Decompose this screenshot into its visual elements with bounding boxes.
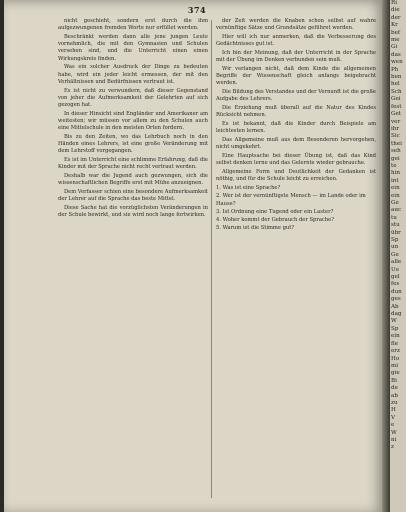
facing-page-fragment: ben — [391, 74, 402, 81]
facing-page-fragment: auc — [391, 207, 402, 214]
paragraph: Bis zu den Zeiten, wo das Lehrbuch noch in den Händen eines Lehrers, ist eine große Veränderung mit dem Lehrstoff vorgegangen. — [58, 134, 208, 155]
question-item: 5. Warum ist die Stimme gut? — [216, 225, 295, 232]
facing-page-fragment: ein — [391, 333, 400, 340]
facing-page-fragment: Sic — [391, 133, 400, 140]
paragraph: Deshalb war die Jugend auch gezwungen, sich die wissenschaftlichen Begriffe erst mit Mühe anzueignen. — [58, 173, 208, 187]
facing-page-fragment: ver — [391, 118, 401, 125]
book-gutter — [382, 0, 390, 512]
facing-page-fragment: dun — [391, 288, 402, 295]
paragraph: Ich bin der Meinung, daß der Unterricht in der Sprache mit der Übung im Denken verbunden sein muß. — [216, 50, 376, 64]
facing-page-fragment: Sch — [391, 88, 402, 95]
paragraph: Es ist im Unterricht eine schlimme Erfahrung, daß die Kinder mit der Sprache nicht recht vertraut werden. — [58, 157, 208, 171]
question-item: 1. Was ist eine Sprache? — [216, 185, 281, 192]
facing-page-fragment: Gi — [391, 44, 398, 51]
facing-page-fragment: Ab — [391, 303, 399, 310]
facing-page-fragment: fest — [391, 103, 402, 110]
paragraph: Wir verlangen nicht, daß dem Kinde die allgemeinen Begriffe der Wissenschaft gleich anfangs beigebracht werden. — [216, 66, 376, 87]
facing-page-fragment: der — [391, 14, 401, 21]
facing-page-fragment: die — [391, 7, 400, 14]
facing-page-fragment: Ue — [391, 266, 400, 273]
facing-page-fragment: hel — [391, 81, 400, 88]
facing-page-fragment: Ho — [391, 355, 400, 362]
facing-page-fragment: thei — [391, 140, 402, 147]
facing-page-fragment: te — [391, 162, 397, 169]
facing-page-fragment: z — [391, 444, 394, 451]
facing-page-fragment: zu — [391, 399, 398, 406]
left-text-column — [58, 18, 208, 502]
facing-page-fragment: H — [391, 407, 396, 414]
page-header — [12, 4, 382, 16]
facing-page-fragment: Ri — [391, 0, 398, 6]
facing-page-fragment: ni — [391, 436, 397, 443]
facing-page-edge — [390, 0, 406, 512]
facing-page-fragment: gei — [391, 155, 400, 162]
paragraph: Es ist bekannt, daß die Kinder durch Beispiele am leichtesten lernen. — [216, 121, 376, 135]
facing-page-fragment: Ph — [391, 66, 399, 73]
facing-page-fragment: V — [391, 414, 396, 421]
facing-page-fragment: fle — [391, 340, 399, 347]
paragraph: Eine Hauptsache bei dieser Übung ist, daß das Kind selbst denken lerne und das Gelernte wieder gebrauche. — [216, 153, 376, 167]
facing-page-fragment: stu — [391, 222, 400, 229]
question-item: 4. Woher kommt der Gebrauch der Sprache? — [216, 217, 335, 224]
facing-page-fragment: übr — [391, 229, 401, 236]
facing-page-fragment: wen — [391, 59, 403, 66]
facing-page-fragment: Get — [391, 111, 402, 118]
facing-page-fragment: ein — [391, 185, 400, 192]
facing-page-fragment: Kr — [391, 22, 398, 29]
column-divider — [211, 20, 212, 498]
facing-page-fragment: seh — [391, 148, 401, 155]
facing-page-fragment: mi — [391, 362, 399, 369]
question-item: 2. Wer ist der vernünftigste Mensch — im Lande oder im Hause? — [216, 193, 366, 207]
paragraph: Diese Sache hat die vorzüglichsten Veränderungen in der Schule bewirkt, und sie wird noch lange fortwirken. — [58, 205, 208, 219]
facing-page-fragment: Bi — [391, 377, 397, 384]
facing-page-fragment: ges — [391, 296, 401, 303]
facing-page-fragment: ab — [391, 392, 398, 399]
facing-page-fragment: Gei — [391, 96, 401, 103]
facing-page-fragment: W — [391, 318, 397, 325]
facing-page-fragment: alle — [391, 259, 402, 266]
facing-page-fragment: gie — [391, 370, 400, 377]
facing-page-fragment: un — [391, 244, 399, 251]
facing-page-fragment: erz — [391, 348, 400, 355]
facing-page-fragment: dag — [391, 311, 402, 318]
paragraph: nicht geschieht, sondern erst durch die ihm aufgezwungenen fremden Worte nur erfüllet werden. — [58, 18, 208, 32]
paragraph: Das Allgemeine muß aus dem Besonderen hervorgehen, nicht umgekehrt. — [216, 137, 376, 151]
facing-page-fragment: de — [391, 385, 398, 392]
facing-page-fragment: bef — [391, 29, 400, 36]
facing-page-fragment: W — [391, 429, 397, 436]
facing-page-fragment: fes — [391, 281, 400, 288]
facing-page-fragment: das — [391, 51, 401, 58]
facing-page-fragment: Sp — [391, 237, 399, 243]
paragraph: Allgemeine Form und Deutlichkeit der Gedanken ist nöthig, und für die Schule leicht zu erreichen. — [216, 169, 376, 183]
paragraph: Die Erziehung muß überall auf die Natur des Kindes Rücksicht nehmen. — [216, 105, 376, 119]
paragraph: Die Bildung des Verstandes und der Vernunft ist die große Aufgabe des Lehrers. — [216, 89, 376, 103]
question-list — [216, 185, 376, 232]
facing-page-fragment: Sp — [391, 325, 399, 332]
paragraph: Hier will ich nur anmerken, daß die Verbesserung des Gedächtnisses gut ist. — [216, 34, 376, 48]
facing-page-fragment: e — [391, 422, 395, 429]
facing-page-fragment: tu — [391, 214, 397, 221]
paragraph: In dieser Hinsicht sind Engländer und Amerikaner am weitesten; wir müssen vor allem zu den Schulen auch eine Mittelschule in den meisten Orten fordern. — [58, 110, 208, 132]
right-paragraphs — [216, 18, 376, 184]
facing-page-fragment: ein — [391, 192, 400, 199]
facing-page-fragment: ihr — [391, 125, 400, 132]
facing-page-fragment: hin — [391, 170, 400, 177]
paragraph: Es ist nicht zu verwundern, daß dieser Gegenstand von jeher die Aufmerksamkeit der Gelehrten auf sich gezogen hat. — [58, 87, 208, 109]
facing-page-fragment: int — [391, 177, 399, 184]
paragraph: Was ein solcher Ausdruck der Dinge zu bedeuten habe, wird ein jeder leicht ermessen, der mit den Verhältnissen und Bedürfnissen vertraut ist. — [58, 64, 208, 85]
facing-page-fragment: me — [391, 37, 400, 44]
right-text-column — [216, 18, 376, 502]
facing-page-fragment: Ge — [391, 251, 399, 258]
facing-page-fragment: gel — [391, 274, 400, 281]
facing-page-fragment: Ge — [391, 199, 399, 206]
question-item: 3. Ist Ordnung eine Tugend oder ein Laster? — [216, 208, 334, 215]
paragraph: der Zeit werden die Knaben schon selbst auf wahre vernünftige Sätze und Grundsätze geführet werden. — [216, 18, 376, 32]
page-number: 374 — [187, 5, 207, 15]
paragraph: Dem Verfasser schien eine besondere Aufmerksamkeit der Lehrer auf die Sprache das beste Mittel. — [58, 189, 208, 203]
book-page — [4, 0, 382, 512]
paragraph: Beschränkt werden dann alle jene jungen Leute vornehmlich, die mit den Gymnasien und Schulen versehen sind, und die Unterricht einen einen Wirkungskreis finden. — [58, 34, 208, 62]
